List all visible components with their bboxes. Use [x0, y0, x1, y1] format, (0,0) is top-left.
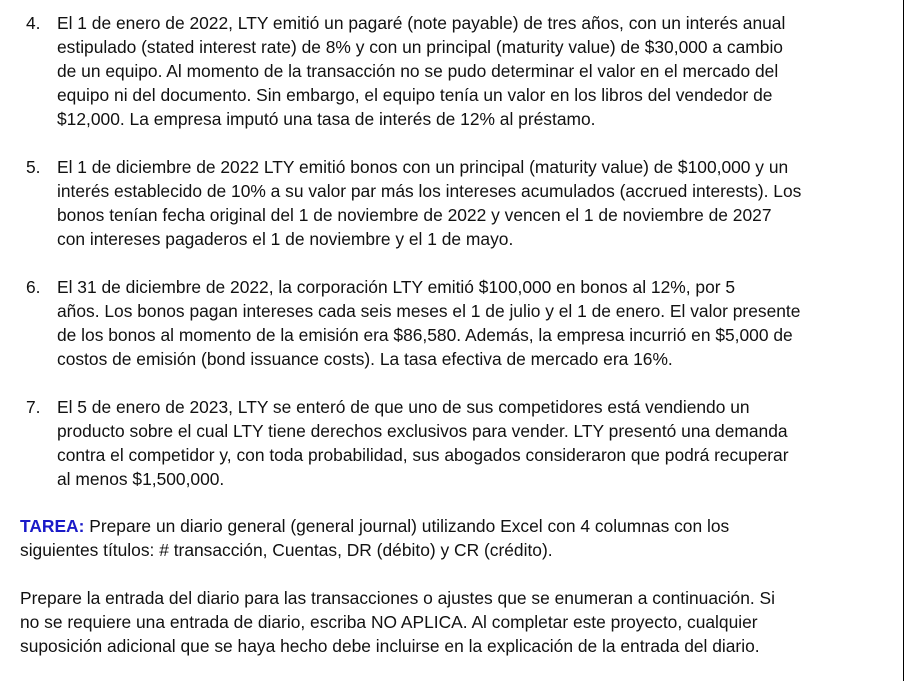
list-item — [0, 275, 904, 371]
item-number: 5. — [26, 157, 41, 177]
item-text-line: al menos $1,500,000. — [57, 469, 225, 489]
list-item — [0, 395, 904, 491]
instructions-line: suposición adicional que se haya hecho debe incluirse en la explicación de la entrada del diario. — [20, 636, 760, 656]
task-line: siguientes títulos: # transacción, Cuentas, DR (débito) y CR (crédito). — [20, 540, 553, 560]
transaction-list — [0, 11, 904, 515]
instructions-line: no se requiere una entrada de diario, escriba NO APLICA. Al completar este proyecto, cualquier — [20, 612, 758, 632]
task-paragraph — [20, 514, 900, 562]
list-item — [0, 11, 904, 131]
item-number: 6. — [26, 277, 41, 297]
item-number: 4. — [26, 13, 41, 33]
item-text-line: El 1 de enero de 2022, LTY emitió un pagaré (note payable) de tres años, con un interés anual — [57, 13, 786, 33]
item-text-line: El 31 de diciembre de 2022, la corporación LTY emitió $100,000 en bonos al 12%, por 5 — [57, 277, 736, 297]
item-text-line: contra el competidor y, con toda probabilidad, sus abogados consideraron que podrá recuperar — [57, 445, 789, 465]
item-text-line: equipo ni del documento. Sin embargo, el equipo tenía un valor en los libros del vendedor de — [57, 85, 773, 105]
item-number: 7. — [26, 397, 41, 417]
task-line — [20, 514, 900, 538]
item-text-line: de un equipo. Al momento de la transacción no se pudo determinar el valor en el mercado del — [57, 61, 779, 81]
item-text-line: estipulado (stated interest rate) de 8% y con un principal (maturity value) de $30,000 a cambio — [57, 37, 783, 57]
item-text-line: $12,000. La empresa imputó una tasa de interés de 12% al préstamo. — [57, 109, 596, 129]
item-text-line: El 1 de diciembre de 2022 LTY emitió bonos con un principal (maturity value) de $100,000 y un — [57, 157, 789, 177]
item-text-line: de los bonos al momento de la emisión era $86,580. Además, la empresa incurrió en $5,000 de — [57, 325, 793, 345]
instructions-line: Prepare la entrada del diario para las transacciones o ajustes que se enumeran a continuación. Si — [20, 588, 776, 608]
item-text-line: interés establecido de 10% a su valor par más los intereses acumulados (accrued interests). Los — [57, 181, 802, 201]
task-text: Prepare un diario general (general journal) utilizando Excel con 4 columnas con los — [84, 516, 730, 536]
item-text-line: costos de emisión (bond issuance costs). La tasa efectiva de mercado era 16%. — [57, 349, 673, 369]
item-text-line: con intereses pagaderos el 1 de noviembre y el 1 de mayo. — [57, 229, 514, 249]
item-text-line: producto sobre el cual LTY tiene derechos exclusivos para vender. LTY presentó una demanda — [57, 421, 788, 441]
task-label: TAREA: — [20, 516, 85, 536]
item-text-line: años. Los bonos pagan intereses cada seis meses el 1 de julio y el 1 de enero. El valor presente — [57, 301, 801, 321]
instructions-paragraph — [20, 586, 900, 658]
item-text-line: El 5 de enero de 2023, LTY se enteró de que uno de sus competidores está vendiendo un — [57, 397, 750, 417]
item-text-line: bonos tenían fecha original del 1 de noviembre de 2022 y vencen el 1 de noviembre de 2027 — [57, 205, 772, 225]
list-item — [0, 155, 904, 251]
